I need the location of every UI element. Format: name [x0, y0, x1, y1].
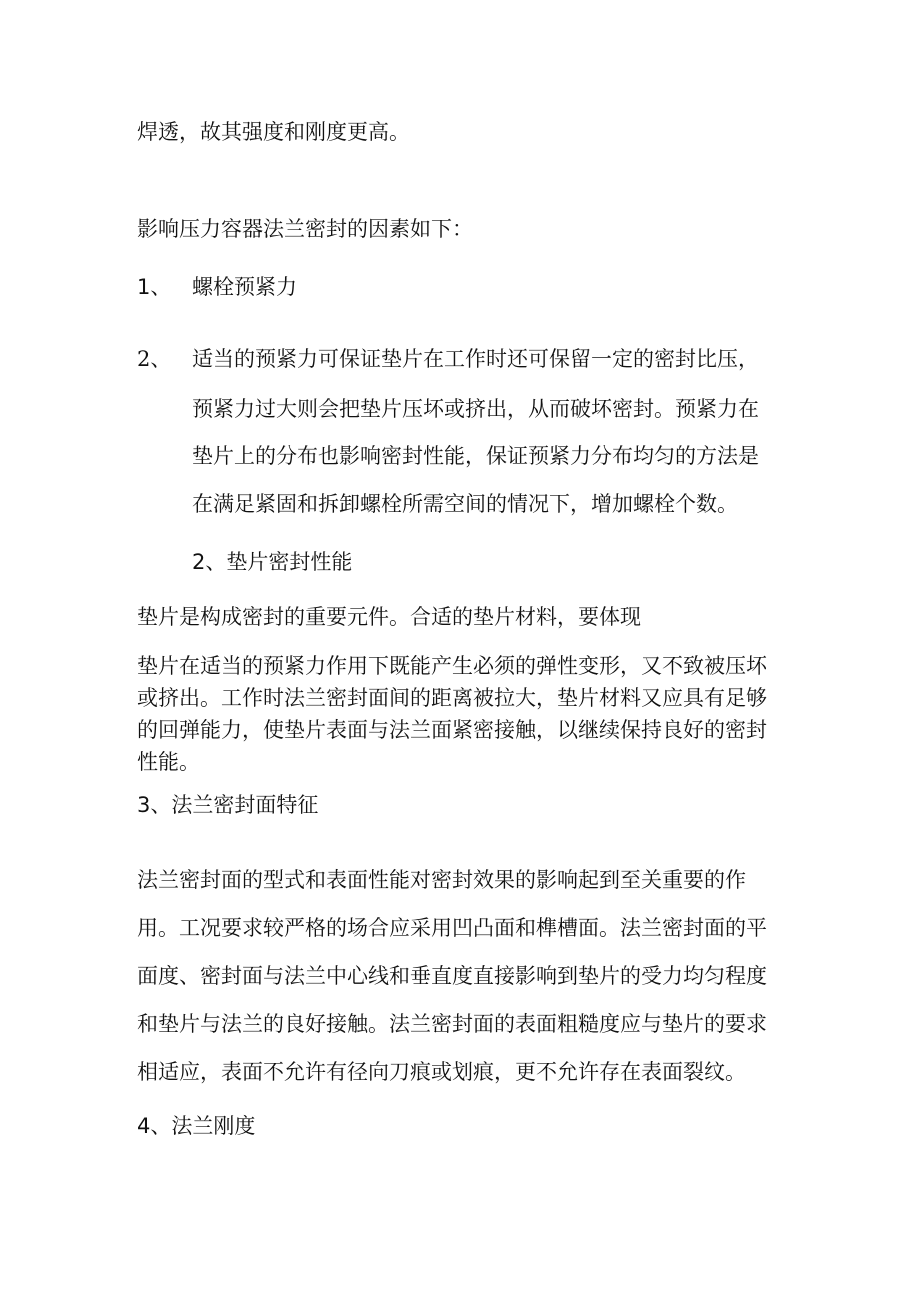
- list-item-line: 垫片上的分布也影响密封性能，保证预紧力分布均匀的方法是: [192, 444, 759, 468]
- gasket-intro: 垫片是构成密封的重要元件。合适的垫片材料，要体现: [137, 605, 641, 629]
- list-item-line: 适当的预紧力可保证垫片在工作时还可保留一定的密封比压，: [192, 347, 759, 371]
- list-item-line: 在满足紧固和拆卸螺栓所需空间的情况下，增加螺栓个数。: [192, 492, 738, 516]
- factors-intro: 影响压力容器法兰密封的因素如下：: [137, 217, 473, 241]
- flange-paragraph: 法兰密封面的型式和表面性能对密封效果的影响起到至关重要的作用。工况要求较严格的场合应采用凹凸面和榫槽面。法兰密封面的平面度、密封面与法兰中心线和垂直度直接影响到垫片的受力均匀程度和垫片与法兰的良好接触。法兰密封面的表面粗糙度应与垫片的要求相适应，表面不允许有径向刀痕或划痕，更不允许存在表面裂纹。: [137, 868, 767, 1084]
- section-heading: 4、法兰刚度: [137, 1114, 256, 1138]
- list-item-1: [137, 273, 297, 301]
- continuation-text: 焊透，故其强度和刚度更高。: [137, 120, 410, 144]
- list-item-number: 2、: [137, 347, 172, 371]
- list-item-number: 1、: [137, 275, 172, 299]
- section-heading: 2、垫片密封性能: [192, 550, 353, 574]
- list-item-2: [137, 345, 759, 373]
- gasket-paragraph: 垫片在适当的预紧力作用下既能产生必须的弹性变形，又不致被压坏或挤出。工作时法兰密封面间的距离被拉大，垫片材料又应具有足够的回弹能力，使垫片表面与法兰面紧密接触，以继续保持良好的密封性能。: [137, 654, 767, 774]
- list-item-title: 螺栓预紧力: [192, 275, 297, 299]
- section-heading: 3、法兰密封面特征: [137, 793, 319, 817]
- list-item-line: 预紧力过大则会把垫片压坏或挤出，从而破坏密封。预紧力在: [192, 397, 759, 421]
